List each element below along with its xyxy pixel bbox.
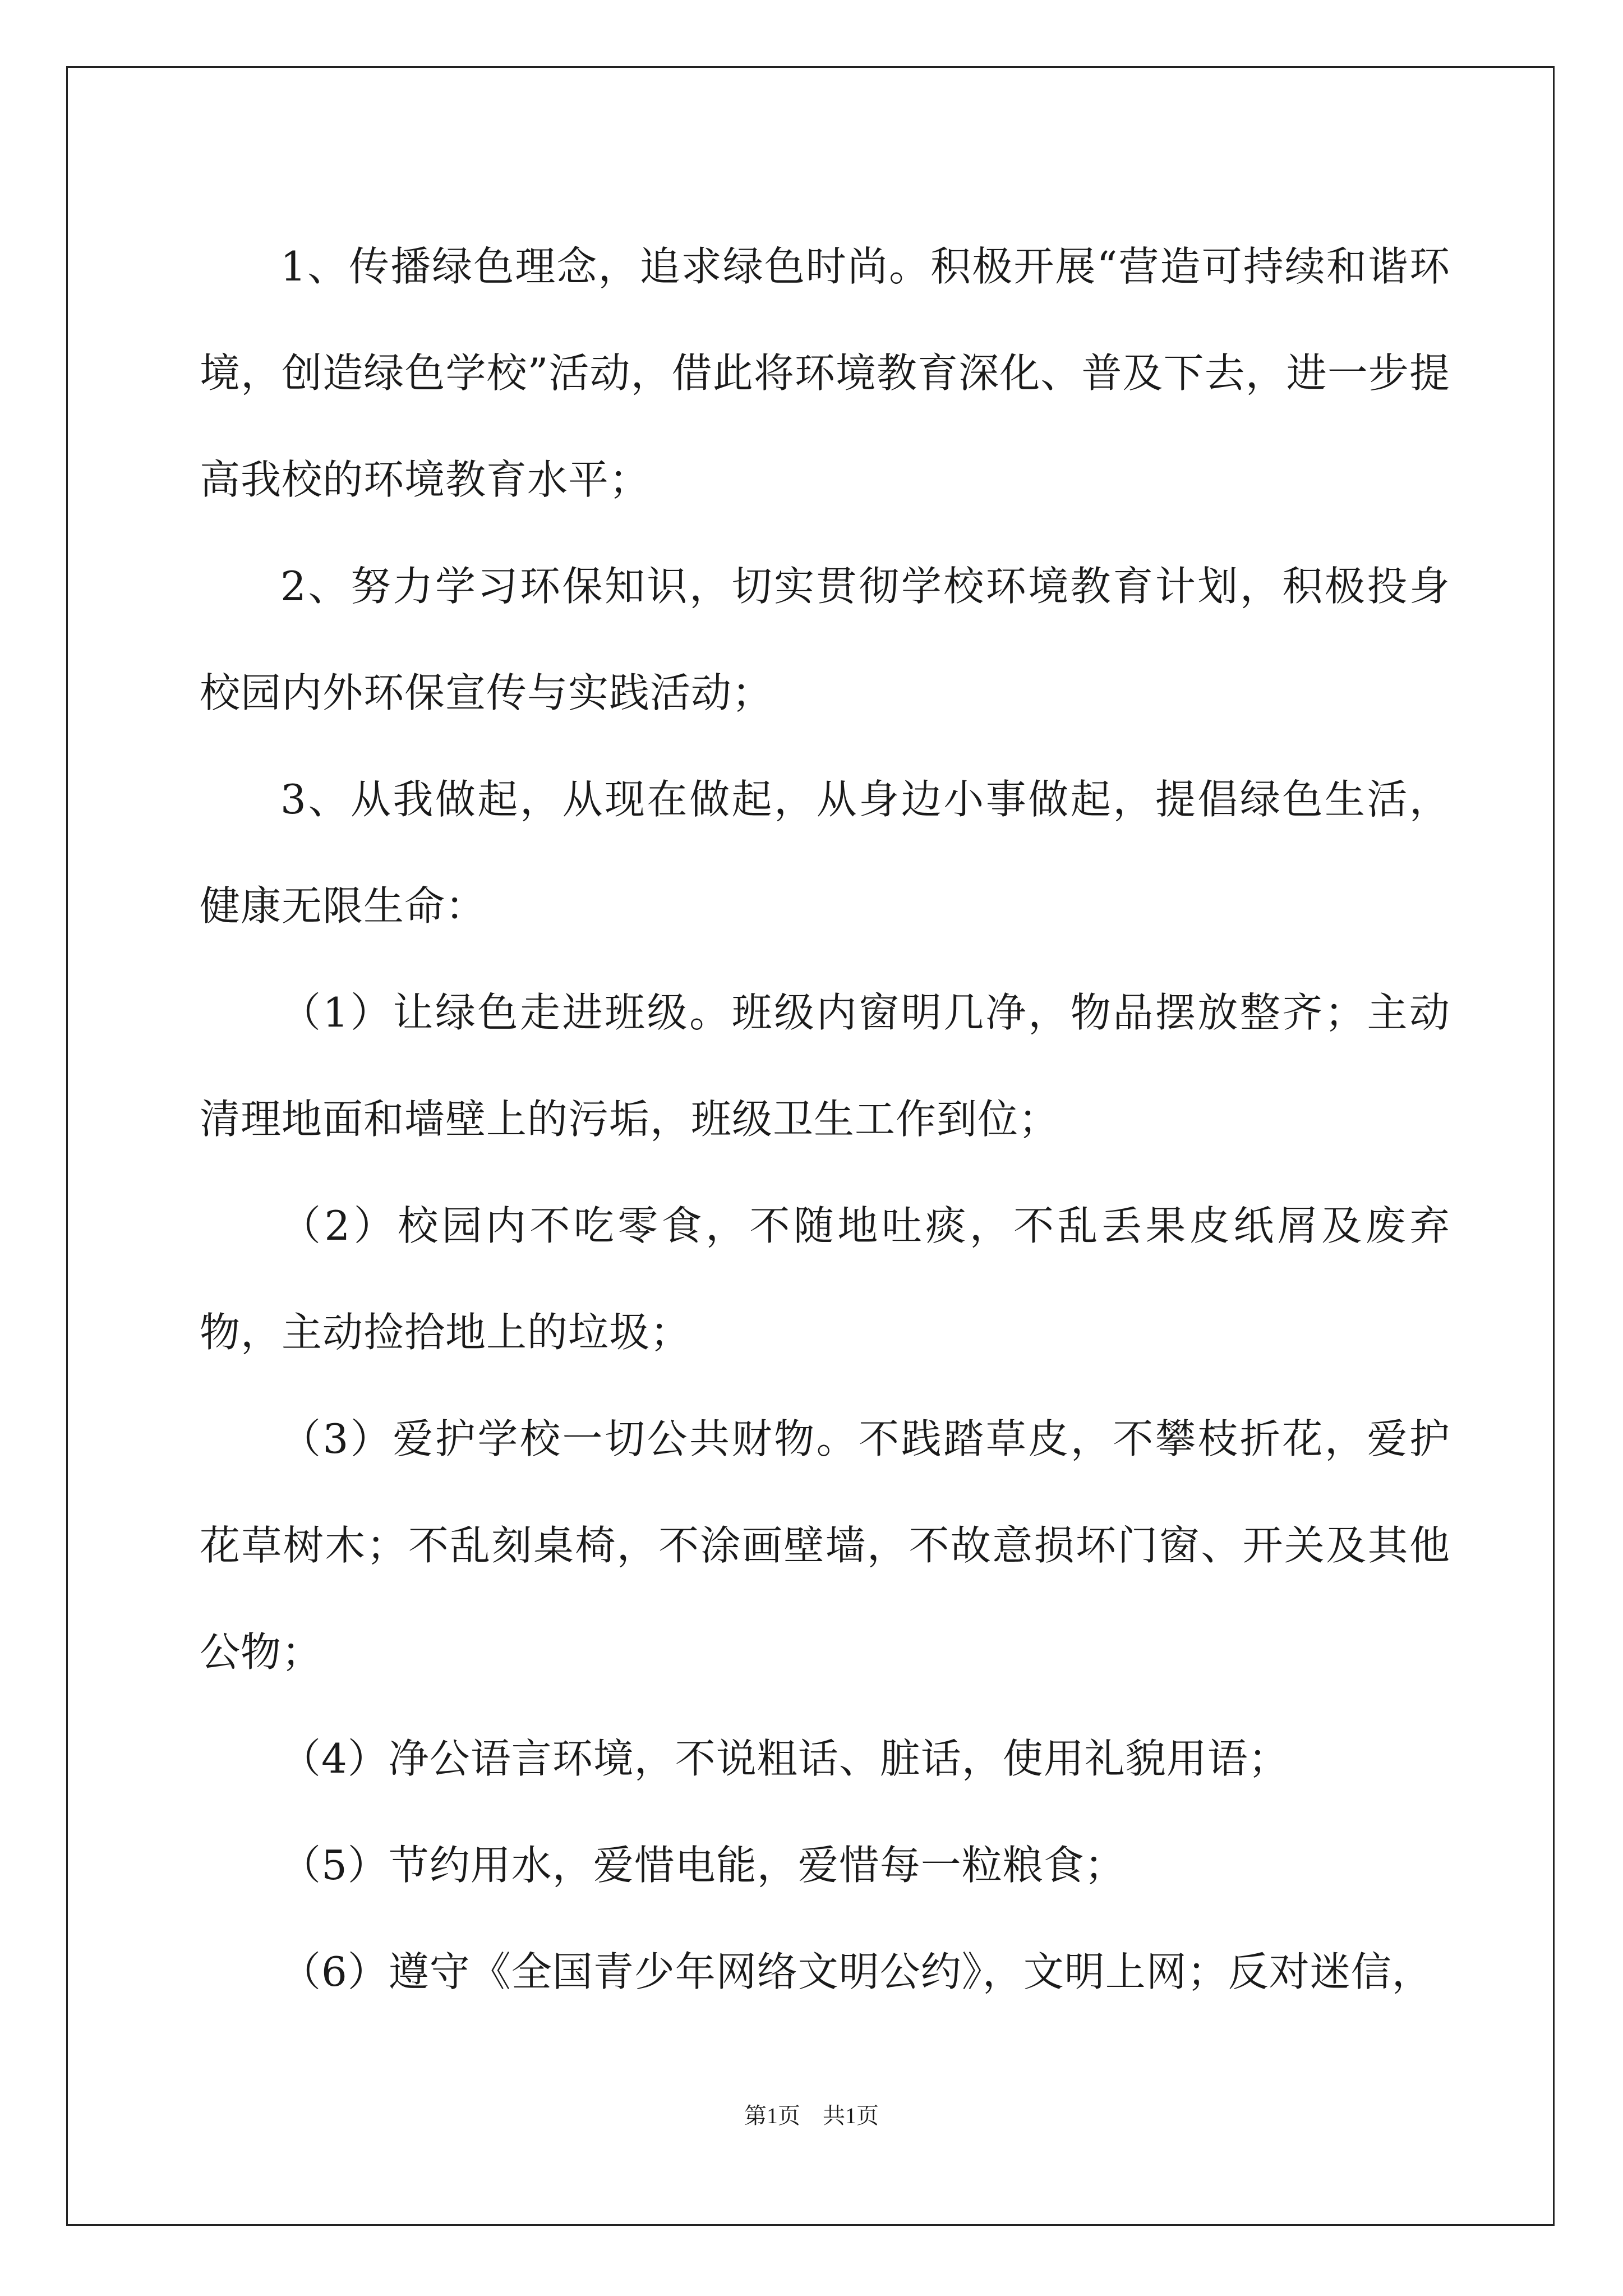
paragraph-1: 1、传播绿色理念，追求绿色时尚。积极开展“营造可持续和谐环境，创造绿色学校”活动，借此将环境教育深化、普及下去，进一步提高我校的环境教育水平；: [200, 243, 1450, 503]
paragraph-3: 3、从我做起，从现在做起，从身边小事做起，提倡绿色生活，健康无限生命：: [200, 776, 1450, 930]
document-body: [200, 213, 1450, 2025]
paragraph-6: （3）爱护学校一切公共财物。不践踏草皮，不攀枝折花，爱护花草树木；不乱刻桌椅，不涂画壁墙，不故意损坏门窗、开关及其他公物；: [200, 1415, 1450, 1676]
paragraph-7: （4）净公语言环境，不说粗话、脏话，使用礼貌用语；: [280, 1735, 1289, 1782]
paragraph-9: （6）遵守《全国青少年网络文明公约》，文明上网；反对迷信，: [280, 1948, 1433, 1995]
paragraph-2: 2、努力学习环保知识，切实贯彻学校环境教育计划，积极投身校园内外环保宣传与实践活动；: [200, 563, 1450, 716]
page-footer: 第1页 共1页: [744, 2103, 879, 2128]
paragraph-5: （2）校园内不吃零食，不随地吐痰，不乱丢果皮纸屑及废弃物，主动捡拾地上的垃圾；: [200, 1202, 1450, 1356]
paragraph-8: （5）节约用水，爱惜电能，爱惜每一粒粮食；: [280, 1842, 1126, 1889]
paragraph-4: （1）让绿色走进班级。班级内窗明几净，物品摆放整齐；主动清理地面和墙壁上的污垢，班级卫生工作到位；: [200, 989, 1450, 1143]
